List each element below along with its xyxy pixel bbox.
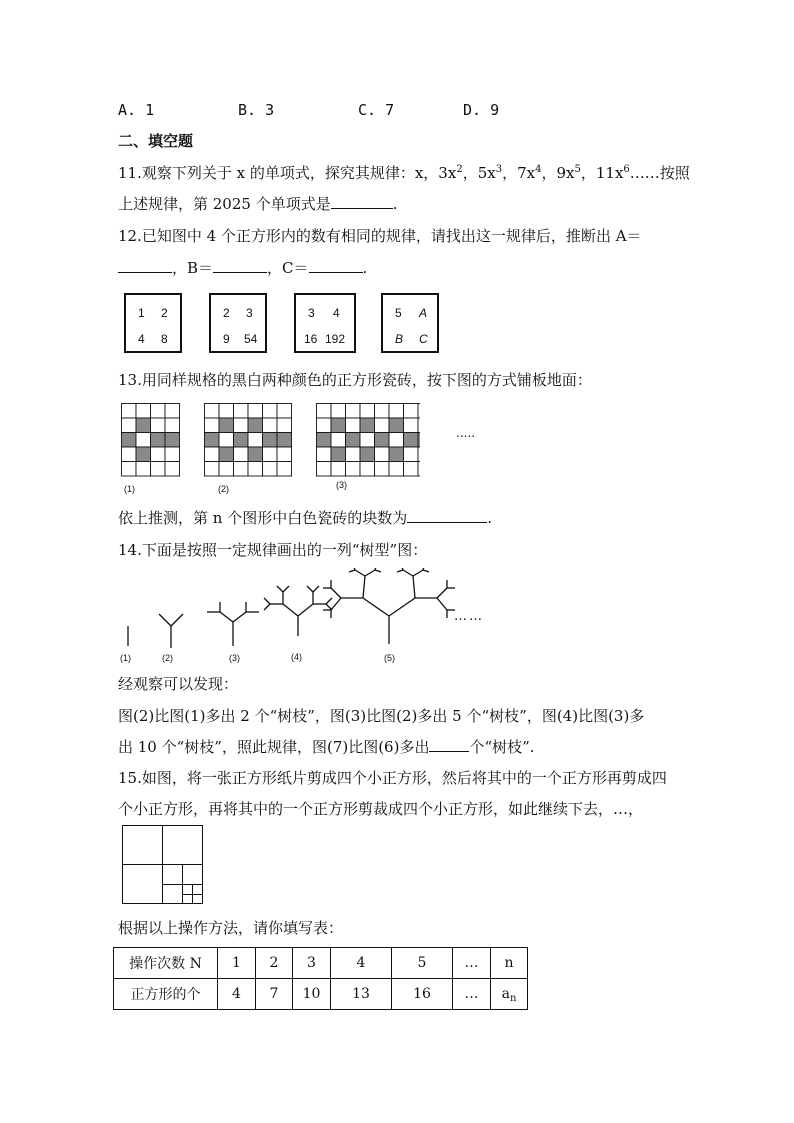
black-tile xyxy=(404,433,419,448)
option-b: B. 3 xyxy=(238,101,275,119)
white-tile xyxy=(248,404,263,419)
square-number: 2 xyxy=(161,306,168,320)
q11-exp: 2 xyxy=(456,164,463,175)
white-tile xyxy=(317,447,332,462)
q11-text: ，7x xyxy=(502,164,536,182)
white-tile xyxy=(234,418,249,433)
answer-blank-a[interactable] xyxy=(118,258,172,273)
tree-4 xyxy=(264,586,332,636)
black-tile xyxy=(234,433,249,448)
black-tile xyxy=(389,447,404,462)
white-tile xyxy=(404,447,419,462)
white-tile xyxy=(346,404,361,419)
white-tile xyxy=(418,462,420,477)
answer-blank-b[interactable] xyxy=(213,258,267,273)
tile-caption-3: (3) xyxy=(336,480,347,490)
square-letter: C xyxy=(419,332,428,346)
black-tile xyxy=(151,433,166,448)
table-cell: … xyxy=(453,979,491,1010)
square-number: 3 xyxy=(308,306,315,320)
black-tile xyxy=(219,447,234,462)
q14-line3: 图(2)比图(1)多出 2 个“树枝”，图(3)比图(2)多出 5 个“树枝”，图(4)比图(3)多 xyxy=(118,707,645,725)
black-tile xyxy=(136,418,151,433)
tree-2 xyxy=(159,614,183,648)
q13-line2 xyxy=(118,508,492,528)
q14-line4 xyxy=(118,737,535,757)
white-tile xyxy=(375,447,390,462)
black-tile xyxy=(331,447,346,462)
number-square-4 xyxy=(381,293,439,353)
square-letter: A xyxy=(419,306,428,320)
white-tile xyxy=(136,404,151,419)
table-row xyxy=(114,979,528,1010)
number-square-2 xyxy=(209,293,267,353)
black-tile xyxy=(375,433,390,448)
q11-text: ，11x xyxy=(580,164,624,182)
white-tile xyxy=(317,418,332,433)
white-tile xyxy=(248,462,263,477)
white-tile xyxy=(136,462,151,477)
q12-c-label: ，C＝ xyxy=(267,259,309,277)
white-tile xyxy=(317,462,332,477)
white-tile xyxy=(389,433,404,448)
white-tile xyxy=(346,462,361,477)
tree-caption-5: (5) xyxy=(384,653,395,663)
white-tile xyxy=(375,418,390,433)
white-tile xyxy=(317,404,332,419)
white-tile xyxy=(346,418,361,433)
black-tile xyxy=(360,418,375,433)
white-tile xyxy=(360,462,375,477)
square-number: 1 xyxy=(138,306,145,320)
white-tile xyxy=(234,447,249,462)
white-tile xyxy=(277,447,292,462)
white-tile xyxy=(389,404,404,419)
white-tile xyxy=(234,462,249,477)
answer-blank[interactable] xyxy=(429,737,469,752)
white-tile xyxy=(122,447,137,462)
q12-line2 xyxy=(118,258,367,278)
square-letter: B xyxy=(395,332,404,346)
q11-exp: 5 xyxy=(574,164,581,175)
white-tile xyxy=(205,404,220,419)
white-tile xyxy=(219,462,234,477)
white-tile xyxy=(277,404,292,419)
black-tile xyxy=(346,433,361,448)
white-tile xyxy=(122,418,137,433)
q11-text: ，9x xyxy=(541,164,575,182)
white-tile xyxy=(165,418,180,433)
answer-blank[interactable] xyxy=(407,508,487,523)
q15-line3: 根据以上操作方法，请你填写表： xyxy=(118,919,344,937)
q11-exp: 4 xyxy=(535,164,542,175)
q11-exp: 6 xyxy=(623,164,630,175)
white-tile xyxy=(418,404,420,419)
square-number: 4 xyxy=(333,306,340,320)
option-a: A. 1 xyxy=(118,101,155,119)
white-tile xyxy=(346,447,361,462)
square-cut-figure xyxy=(122,825,204,905)
table-cell: 3 xyxy=(293,948,331,979)
black-tile xyxy=(165,433,180,448)
white-tile xyxy=(360,404,375,419)
black-tile xyxy=(248,447,263,462)
white-tile xyxy=(205,462,220,477)
q12-end: . xyxy=(362,259,368,277)
white-tile xyxy=(248,433,263,448)
white-tile xyxy=(375,404,390,419)
black-tile xyxy=(389,418,404,433)
q13-end: . xyxy=(487,509,492,527)
white-tile xyxy=(418,447,420,462)
white-tile xyxy=(165,462,180,477)
table-cell-a: a xyxy=(501,986,510,1002)
white-tile xyxy=(404,418,419,433)
q13-text: 依上推测，第 n 个图形中白色瓷砖的块数为 xyxy=(118,509,408,527)
black-tile xyxy=(136,447,151,462)
white-tile xyxy=(375,462,390,477)
white-tile xyxy=(165,404,180,419)
black-tile xyxy=(219,418,234,433)
black-tile xyxy=(277,433,292,448)
tree-5 xyxy=(323,568,455,644)
white-tile xyxy=(151,404,166,419)
tree-ellipsis: …… xyxy=(454,609,484,624)
square-number: 3 xyxy=(246,306,253,320)
table-cell: 10 xyxy=(293,979,331,1010)
white-tile xyxy=(263,462,278,477)
section-title: 二、填空题 xyxy=(118,132,194,150)
square-number: 54 xyxy=(244,332,258,346)
white-tile xyxy=(151,418,166,433)
tree-caption-1: (1) xyxy=(120,653,131,663)
table-cell-subscript: n xyxy=(509,993,517,1004)
q11-text: 11.观察下列关于 x 的单项式，探究其规律：x，3x xyxy=(118,164,457,182)
white-tile xyxy=(277,418,292,433)
white-tile xyxy=(404,404,419,419)
q11-text: 上述规律，第 2025 个单项式是 xyxy=(118,195,331,213)
white-tile xyxy=(277,462,292,477)
white-tile xyxy=(389,462,404,477)
table-cell: … xyxy=(453,948,491,979)
black-tile xyxy=(205,433,220,448)
white-tile xyxy=(331,404,346,419)
q12-line1: 12.已知图中 4 个正方形内的数有相同的规律，请找出这一规律后，推断出 A＝ xyxy=(118,227,642,245)
black-tile xyxy=(122,433,137,448)
tree-caption-2: (2) xyxy=(162,653,173,663)
table-cell: 1 xyxy=(218,948,256,979)
tree-caption-3: (3) xyxy=(229,653,240,663)
square-number: 4 xyxy=(138,332,145,346)
tile-caption-1: (1) xyxy=(124,484,135,494)
table-cell: 4 xyxy=(331,948,392,979)
table-cell: 4 xyxy=(218,979,256,1010)
white-tile xyxy=(360,433,375,448)
number-square-3 xyxy=(294,293,356,353)
q14-line2: 经观察可以发现： xyxy=(118,675,239,693)
white-tile xyxy=(418,418,420,433)
table-cell: 2 xyxy=(256,948,293,979)
q15-line2: 个小正方形，再将其中的一个正方形剪裁成四个小正方形，如此继续下去，…， xyxy=(118,800,644,818)
tree-3 xyxy=(207,602,259,646)
table-cell: 5 xyxy=(392,948,453,979)
white-tile xyxy=(219,433,234,448)
q11-end: . xyxy=(392,195,398,213)
q11-line1 xyxy=(118,163,690,183)
white-tile xyxy=(263,447,278,462)
tile-ellipsis: ..... xyxy=(456,426,476,440)
option-d: D. 9 xyxy=(463,101,500,119)
tree-caption-4: (4) xyxy=(291,652,302,662)
q11-text: ……按照 xyxy=(629,164,690,182)
white-tile xyxy=(205,418,220,433)
square-number: 2 xyxy=(223,306,230,320)
black-tile xyxy=(248,418,263,433)
table-cell: 13 xyxy=(331,979,392,1010)
table-cell xyxy=(491,979,528,1010)
black-tile xyxy=(317,433,332,448)
square-number: 16 xyxy=(304,332,318,346)
tile-figures xyxy=(120,403,420,478)
table-cell: 7 xyxy=(256,979,293,1010)
white-tile xyxy=(331,462,346,477)
white-tile xyxy=(263,404,278,419)
black-tile xyxy=(360,447,375,462)
white-tile xyxy=(205,447,220,462)
q12-b-label: ，B＝ xyxy=(172,259,214,277)
square-number: 192 xyxy=(325,332,346,346)
q11-text: ，5x xyxy=(462,164,496,182)
table-header-cell: 操作次数 N xyxy=(114,948,218,979)
tile-caption-2: (2) xyxy=(218,484,229,494)
white-tile xyxy=(234,404,249,419)
square-number: 9 xyxy=(223,332,230,346)
q13-line1: 13.用同样规格的黑白两种颜色的正方形瓷砖，按下图的方式铺板地面： xyxy=(118,371,592,389)
table-cell: 16 xyxy=(392,979,453,1010)
white-tile xyxy=(263,418,278,433)
square-number: 5 xyxy=(395,306,402,320)
white-tile xyxy=(404,462,419,477)
number-square-1 xyxy=(124,293,182,353)
q14-text: 个“树枝”. xyxy=(469,738,535,756)
black-tile xyxy=(263,433,278,448)
table-row xyxy=(114,948,528,979)
white-tile xyxy=(151,447,166,462)
white-tile xyxy=(151,462,166,477)
q14-line1: 14.下面是按照一定规律画出的一列“树型”图： xyxy=(118,541,428,559)
white-tile xyxy=(122,404,137,419)
white-tile xyxy=(136,433,151,448)
answer-blank-c[interactable] xyxy=(309,258,363,273)
table-cell: n xyxy=(491,948,528,979)
white-tile xyxy=(219,404,234,419)
q14-text: 出 10 个“树枝”，照此规律，图(7)比图(6)多出 xyxy=(118,738,430,756)
operation-table xyxy=(113,947,528,1010)
q15-line1: 15.如图，将一张正方形纸片剪成四个小正方形，然后将其中的一个正方形再剪成四 xyxy=(118,769,667,787)
q11-exp: 3 xyxy=(495,164,503,175)
white-tile xyxy=(122,462,137,477)
black-tile xyxy=(331,418,346,433)
table-header-cell: 正方形的个 xyxy=(114,979,218,1010)
option-c: C. 7 xyxy=(358,101,395,119)
answer-blank[interactable] xyxy=(331,194,393,209)
square-number: 8 xyxy=(161,332,168,346)
white-tile xyxy=(331,433,346,448)
black-tile xyxy=(418,433,420,448)
q11-line2 xyxy=(118,194,398,214)
white-tile xyxy=(165,447,180,462)
